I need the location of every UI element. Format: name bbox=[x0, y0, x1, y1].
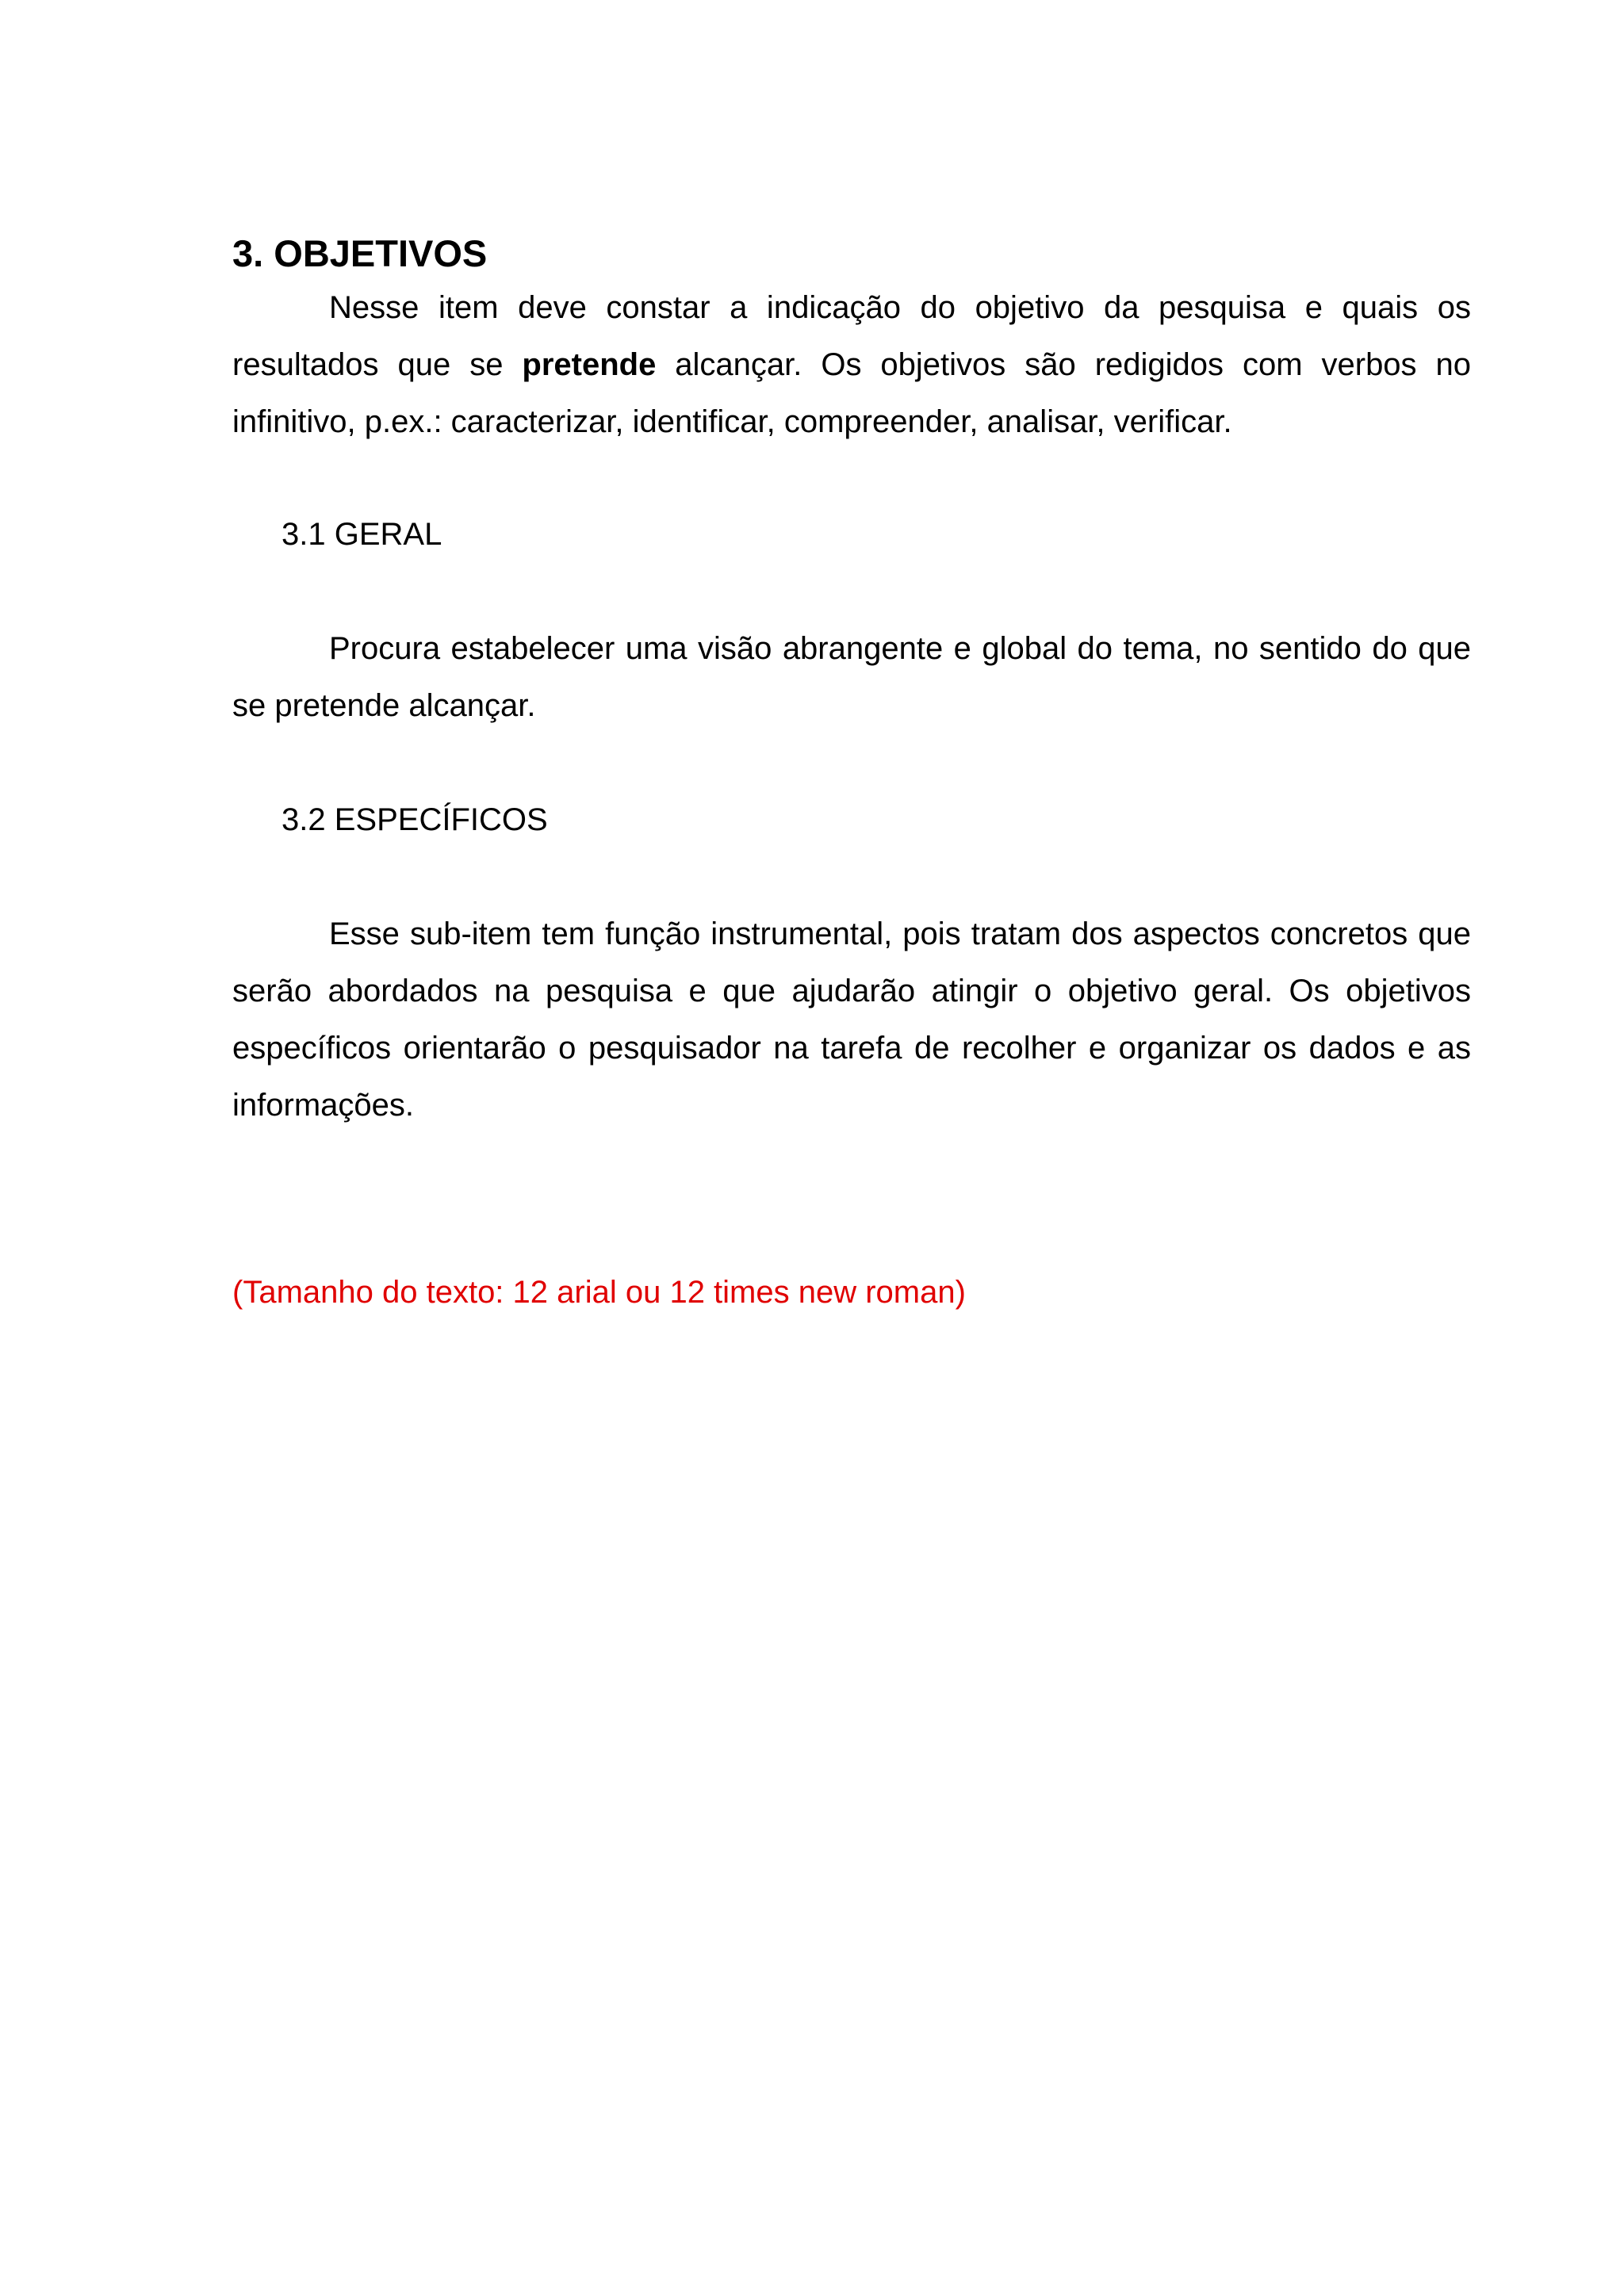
intro-text-end: alcançar. Os objetivos são redigidos com verbos no infinitivo, p.ex.: caracterizar, identificar, compreender, analisar, verificar. bbox=[232, 347, 1472, 439]
section-heading-objetivos: 3. OBJETIVOS bbox=[232, 232, 488, 274]
especificos-paragraph: Esse sub-item tem função instrumental, pois tratam dos aspectos concretos que serão abordados na pesquisa e que ajudarão atingir o objetivo geral. Os objetivos específicos orientarão o pesquisador na tarefa de recolher e organizar os dados e as informações. bbox=[232, 916, 1471, 1123]
subsection-heading-especificos: 3.2 ESPECÍFICOS bbox=[282, 802, 548, 837]
intro-bold-word: pretende bbox=[522, 347, 657, 382]
geral-paragraph: Procura estabelecer uma visão abrangente e global do tema, no sentido do que se pretende alcançar. bbox=[232, 631, 1471, 723]
document-body bbox=[232, 228, 1471, 1311]
subsection-heading-geral: 3.1 GERAL bbox=[282, 517, 442, 552]
intro-text-start: Nesse item deve constar a indicação do objetivo da pesquisa e quais os resultados que se bbox=[232, 290, 1471, 382]
intro-paragraph bbox=[232, 279, 1471, 450]
formatting-note: (Tamanho do texto: 12 arial ou 12 times new roman) bbox=[232, 1275, 966, 1310]
